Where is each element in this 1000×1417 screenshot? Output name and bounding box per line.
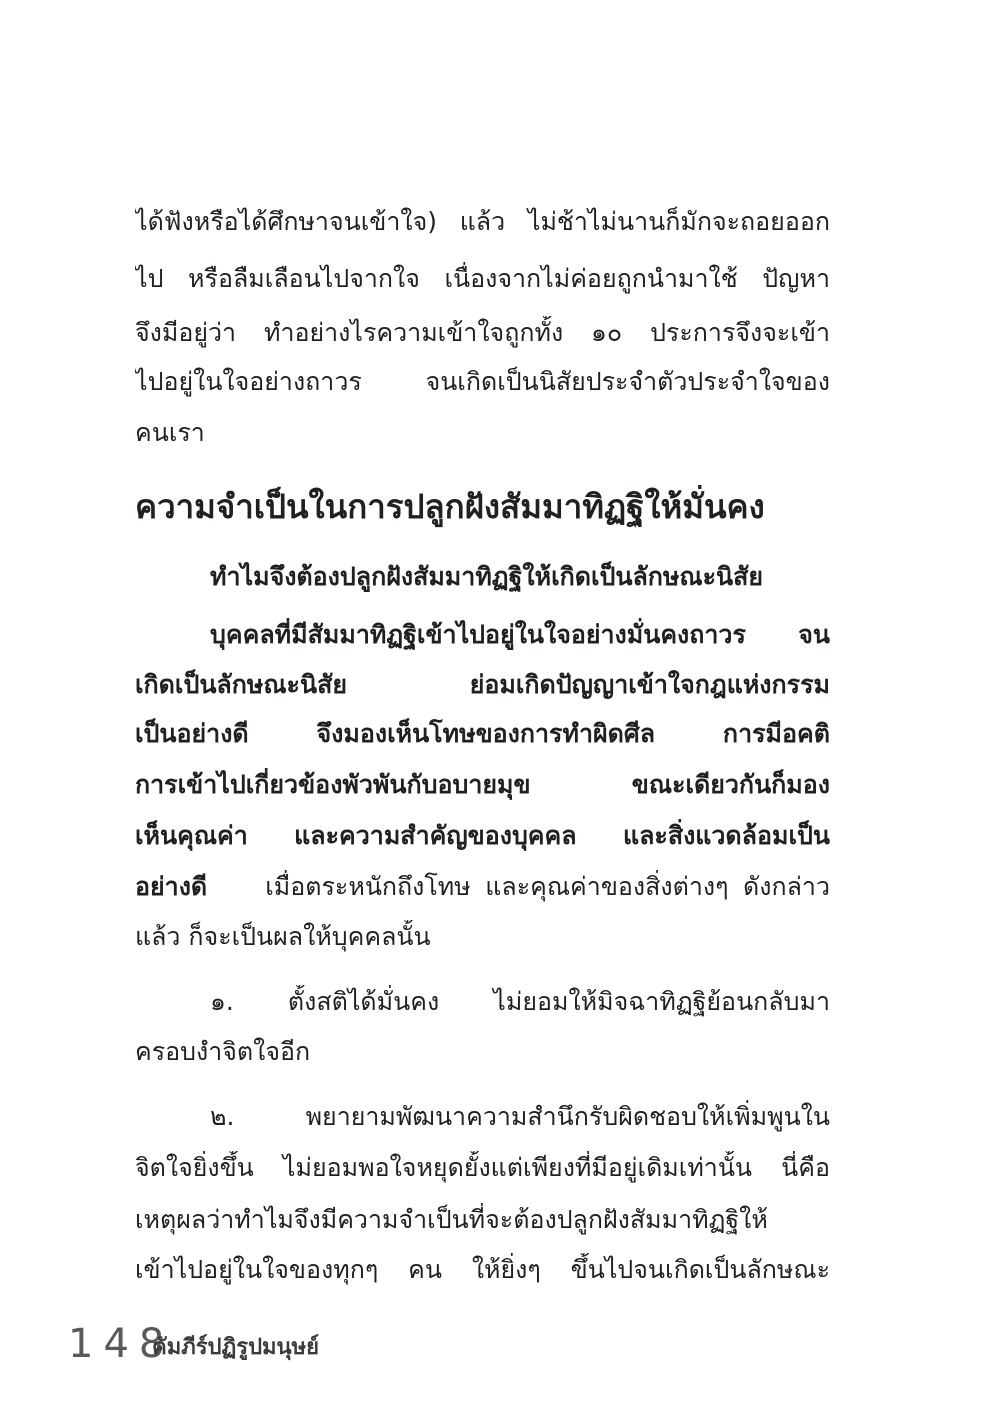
paragraph-2-bold-phrase: อย่างดี [135, 872, 208, 901]
paragraph-2-line-4: การเข้าไปเกี่ยวข้องพัวพันกับอบายมุข ขณะเดียวกันก็มอง [135, 770, 830, 799]
paragraph-2-line-6 [135, 870, 830, 904]
item-2-line-3: เหตุผลว่าทำไมจึงมีความจำเป็นที่จะต้องปลูกฝังสัมมาทิฏฐิให้ [135, 1205, 768, 1234]
paragraph-2-line-7: แล้ว ก็จะเป็นผลให้บุคคลนั้น [135, 922, 431, 951]
section-heading: ความจำเป็นในการปลูกฝังสัมมาทิฏฐิให้มั่นคง [135, 487, 765, 526]
paragraph-2-regular-phrase: เมื่อตระหนักถึงโทษ และคุณค่าของสิ่งต่างๆ ดังกล่าว [265, 872, 830, 901]
item-2-line-4: เข้าไปอยู่ในใจของทุกๆ คน ให้ยิ่งๆ ขึ้นไปจนเกิดเป็นลักษณะ [135, 1255, 830, 1284]
paragraph-1-line-2: ไป หรือลืมเลือนไปจากใจ เนื่องจากไม่ค่อยถูกนำมาใช้ ปัญหา [135, 264, 830, 293]
item-2-line-1: ๒. พยายามพัฒนาความสำนึกรับผิดชอบให้เพิ่มพูนใน [210, 1102, 830, 1131]
paragraph-2-line-1: บุคคลที่มีสัมมาทิฏฐิเข้าไปอยู่ในใจอย่างมั่นคงถาวร จน [210, 620, 830, 649]
item-1-line-1: ๑. ตั้งสติได้มั่นคง ไม่ยอมให้มิจฉาทิฏฐิย้อนกลับมา [210, 987, 830, 1016]
book-title: คัมภีร์ปฏิรูปมนุษย์ [152, 1335, 319, 1360]
paragraph-1-line-5: คนเรา [135, 418, 205, 447]
paragraph-2-line-2: เกิดเป็นลักษณะนิสัย ย่อมเกิดปัญญาเข้าใจกฎแห่งกรรม [135, 670, 830, 699]
paragraph-2-line-3: เป็นอย่างดี จึงมองเห็นโทษของการทำผิดศีล การมีอคติ [135, 719, 830, 748]
question-line: ทำไมจึงต้องปลูกฝังสัมมาทิฏฐิให้เกิดเป็นลักษณะนิสัย [210, 562, 764, 591]
item-1-line-2: ครอบงำจิตใจอีก [135, 1037, 311, 1066]
paragraph-1-line-3: จึงมีอยู่ว่า ทำอย่างไรความเข้าใจถูกทั้ง ๑๐ ประการจึงจะเข้า [135, 318, 830, 347]
page-number: 148 [68, 1321, 175, 1367]
item-2-line-2: จิตใจยิ่งขึ้น ไม่ยอมพอใจหยุดยั้งแต่เพียงที่มีอยู่เดิมเท่านั้น นี่คือ [135, 1153, 830, 1182]
paragraph-1-line-1: ได้ฟังหรือได้ศึกษาจนเข้าใจ) แล้ว ไม่ช้าไม่นานก็มักจะถอยออก [135, 207, 830, 236]
paragraph-1-line-4: ไปอยู่ในใจอย่างถาวร จนเกิดเป็นนิสัยประจำตัวประจำใจของ [135, 367, 830, 396]
paragraph-2-line-5: เห็นคุณค่า และความสำคัญของบุคคล และสิ่งแวดล้อมเป็น [135, 821, 830, 850]
